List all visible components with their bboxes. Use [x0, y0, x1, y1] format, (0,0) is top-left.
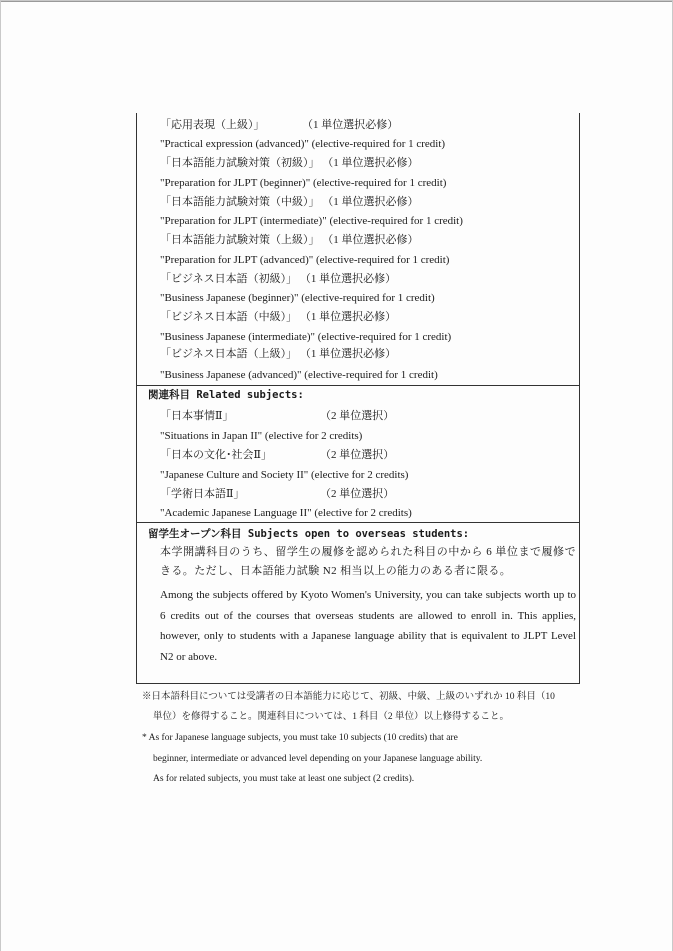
- section-divider: [137, 522, 579, 523]
- subject-en: "Business Japanese (intermediate)" (elective-required for 1 credit): [160, 331, 452, 343]
- related-ja-credit: （2 単位選択）: [320, 410, 395, 422]
- subject-ja: [160, 310, 396, 324]
- subject-en: "Preparation for JLPT (beginner)" (elective-required for 1 credit): [160, 177, 447, 189]
- subject-en: "Practical expression (advanced)" (elective-required for 1 credit): [160, 138, 446, 150]
- subject-en: "Business Japanese (advanced)" (elective-required for 1 credit): [160, 369, 438, 381]
- subject-ja-credit: （1 単位選択必修）: [322, 157, 419, 169]
- subject-ja-name: 「ビジネス日本語（初級）」: [160, 273, 298, 285]
- subject-ja-credit: （1 単位選択必修）: [322, 196, 419, 208]
- subject-ja: [160, 118, 399, 132]
- subject-ja-name: 「日本語能力試験対策（初級）」: [160, 157, 320, 169]
- open-subjects-ja-text: 本学開講科目のうち、留学生の履修を認められた科目の中から 6 単位まで履修できる。ただし、日本語能力試験 N2 相当以上の能力のある者に限る。: [160, 546, 576, 577]
- related-ja-credit: （2 単位選択）: [320, 449, 395, 461]
- subject-en: "Business Japanese (beginner)" (elective-required for 1 credit): [160, 292, 435, 304]
- related-en: "Situations in Japan II" (elective for 2 credits): [160, 430, 363, 442]
- subject-ja-name: 「日本語能力試験対策（中級）」: [160, 196, 320, 208]
- subject-ja-credit: （1 単位選択必修）: [299, 273, 397, 285]
- subject-ja-name: 「日本語能力試験対策（上級）」: [160, 234, 320, 246]
- subject-ja: [160, 347, 396, 361]
- page-top-edge: [1, 1, 672, 2]
- subject-ja: [160, 272, 396, 286]
- related-ja: [160, 448, 395, 462]
- related-ja: [160, 487, 395, 501]
- footnote-en-line: As for related subjects, you must take at least one subject (2 credits).: [153, 774, 415, 784]
- subject-ja-credit: （1 単位選択必修）: [299, 311, 397, 323]
- subject-en: "Preparation for JLPT (advanced)" (elective-required for 1 credit): [160, 254, 450, 266]
- related-ja-name: 「日本事情Ⅱ」: [160, 410, 234, 422]
- subject-ja-name: 「ビジネス日本語（中級）」: [160, 311, 298, 323]
- related-ja: [160, 409, 395, 423]
- related-en: "Academic Japanese Language II" (elective for 2 credits): [160, 507, 412, 519]
- subject-ja-credit: （1 単位選択必修）: [302, 119, 399, 131]
- related-en: "Japanese Culture and Society II" (elective for 2 credits): [160, 469, 409, 481]
- subject-en: "Preparation for JLPT (intermediate)" (elective-required for 1 credit): [160, 215, 463, 227]
- subject-ja: [160, 233, 419, 247]
- subject-ja-name: 「ビジネス日本語（上級）」: [160, 348, 298, 360]
- subject-ja: [160, 156, 419, 170]
- open-subjects-heading: 留学生オープン科目 Subjects open to overseas students:: [148, 528, 470, 540]
- subject-ja-credit: （1 単位選択必修）: [299, 348, 397, 360]
- section-divider: [137, 385, 579, 386]
- related-subjects-heading: 関連科目 Related subjects:: [148, 389, 304, 401]
- footnote-en-line: * As for Japanese language subjects, you must take 10 subjects (10 credits) that are: [142, 733, 458, 743]
- related-ja-name: 「日本の文化･社会Ⅱ」: [160, 449, 272, 461]
- footnote-ja-line: 単位）を修得すること。関連科目については、1 科目（2 単位）以上修得すること。: [153, 712, 510, 722]
- footnote-en-line: beginner, intermediate or advanced level depending on your Japanese language ability.: [153, 754, 483, 764]
- subject-ja: [160, 195, 419, 209]
- footnote-ja-line: ※日本語科目については受講者の日本語能力に応じて、初級、中級、上級のいずれか 10 科目（10: [142, 692, 555, 702]
- related-ja-credit: （2 単位選択）: [320, 488, 395, 500]
- subject-ja-credit: （1 単位選択必修）: [322, 234, 419, 246]
- open-subjects-en-text: Among the subjects offered by Kyoto Women's University, you can take subjects worth up to 6 credits out of the courses that overseas students are allowed to enroll in. This applies, however, only to students with a Japanese language ability that is equivalent to JLPT Level N2 or above.: [160, 589, 576, 663]
- related-ja-name: 「学術日本語Ⅱ」: [160, 488, 245, 500]
- subject-ja-name: 「応用表現（上級）」: [160, 119, 265, 131]
